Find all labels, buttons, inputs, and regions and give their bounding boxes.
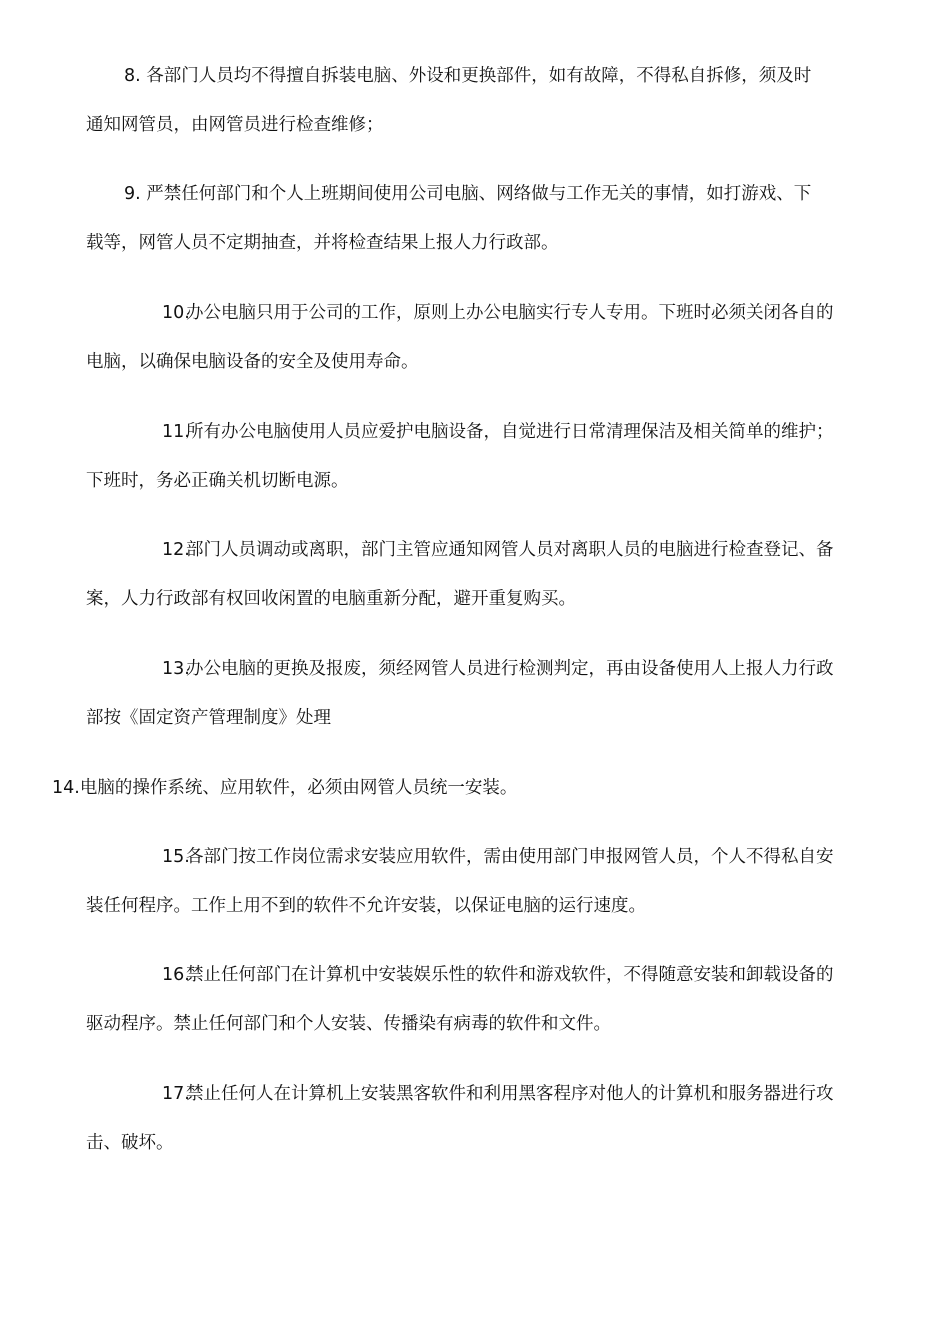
clause-10-line-1 — [86, 289, 896, 338]
clause-15-line-2: 装任何程序。工作上用不到的软件不允许安装，以保证电脑的运行速度。 — [86, 896, 646, 916]
clause-number: 17. — [162, 1084, 190, 1104]
clause-17 — [86, 1070, 896, 1168]
clause-text: 所有办公电脑使用人员应爱护电脑设备，自觉进行日常清理保洁及相关简单的维护； — [186, 422, 834, 442]
clause-13-line-2: 部按《固定资产管理制度》处理 — [86, 708, 331, 728]
clause-10-line-2: 电脑，以确保电脑设备的安全及使用寿命。 — [86, 352, 419, 372]
clause-16 — [86, 951, 896, 1049]
clause-15 — [86, 833, 896, 931]
clause-number: 11. — [162, 422, 190, 442]
clause-text: 禁止任何部门在计算机中安装娱乐性的软件和游戏软件，不得随意安装和卸载设备的 — [186, 965, 834, 985]
clause-8-line-1 — [86, 52, 896, 101]
clause-10 — [86, 289, 896, 387]
clause-13 — [86, 645, 896, 743]
clause-11 — [86, 408, 896, 506]
clause-11-line-2: 下班时，务必正确关机切断电源。 — [86, 471, 349, 491]
clause-12-line-2: 案，人力行政部有权回收闲置的电脑重新分配，避开重复购买。 — [86, 589, 576, 609]
clause-9 — [86, 170, 896, 268]
clause-13-line-1 — [86, 645, 896, 694]
clause-9-line-1 — [86, 170, 896, 219]
clause-number: 16. — [162, 965, 190, 985]
clause-text: 各部门人员均不得擅自拆装电脑、外设和更换部件，如有故障，不得私自拆修，须及时 — [146, 66, 812, 86]
clause-16-line-2: 驱动程序。禁止任何部门和个人安装、传播染有病毒的软件和文件。 — [86, 1014, 611, 1034]
clause-12 — [86, 526, 896, 624]
clause-text: 严禁任何部门和个人上班期间使用公司电脑、网络做与工作无关的事情，如打游戏、下 — [146, 184, 812, 204]
clause-17-line-1 — [86, 1070, 896, 1119]
clause-text: 禁止任何人在计算机上安装黑客软件和利用黑客程序对他人的计算机和服务器进行攻 — [186, 1084, 834, 1104]
clause-number: 13. — [162, 659, 190, 679]
clause-text: 部门人员调动或离职，部门主管应通知网管人员对离职人员的电脑进行检查登记、备 — [186, 540, 834, 560]
clause-number: 9. — [124, 184, 141, 204]
clause-17-line-2: 击、破坏。 — [86, 1133, 174, 1153]
clause-number: 12. — [162, 540, 190, 560]
clause-number: 14. — [52, 778, 80, 798]
clause-16-line-1 — [86, 951, 896, 1000]
clause-text: 办公电脑的更换及报废，须经网管人员进行检测判定，再由设备使用人上报人力行政 — [186, 659, 834, 679]
clause-14 — [52, 773, 517, 803]
clause-15-line-1 — [86, 833, 896, 882]
clause-text: 办公电脑只用于公司的工作，原则上办公电脑实行专人专用。下班时必须关闭各自的 — [186, 303, 834, 323]
clause-8 — [86, 52, 896, 150]
clause-text: 电脑的操作系统、应用软件，必须由网管人员统一安装。 — [79, 778, 518, 798]
clause-number: 8. — [124, 66, 141, 86]
clause-12-line-1 — [86, 526, 896, 575]
clause-8-line-2: 通知网管员，由网管员进行检查维修； — [86, 115, 384, 135]
clause-11-line-1 — [86, 408, 896, 457]
clause-number: 10. — [162, 303, 190, 323]
clause-number: 15. — [162, 847, 190, 867]
clause-9-line-2: 载等，网管人员不定期抽查，并将检查结果上报人力行政部。 — [86, 233, 559, 253]
clause-text: 各部门按工作岗位需求安装应用软件，需由使用部门申报网管人员，个人不得私自安 — [186, 847, 834, 867]
